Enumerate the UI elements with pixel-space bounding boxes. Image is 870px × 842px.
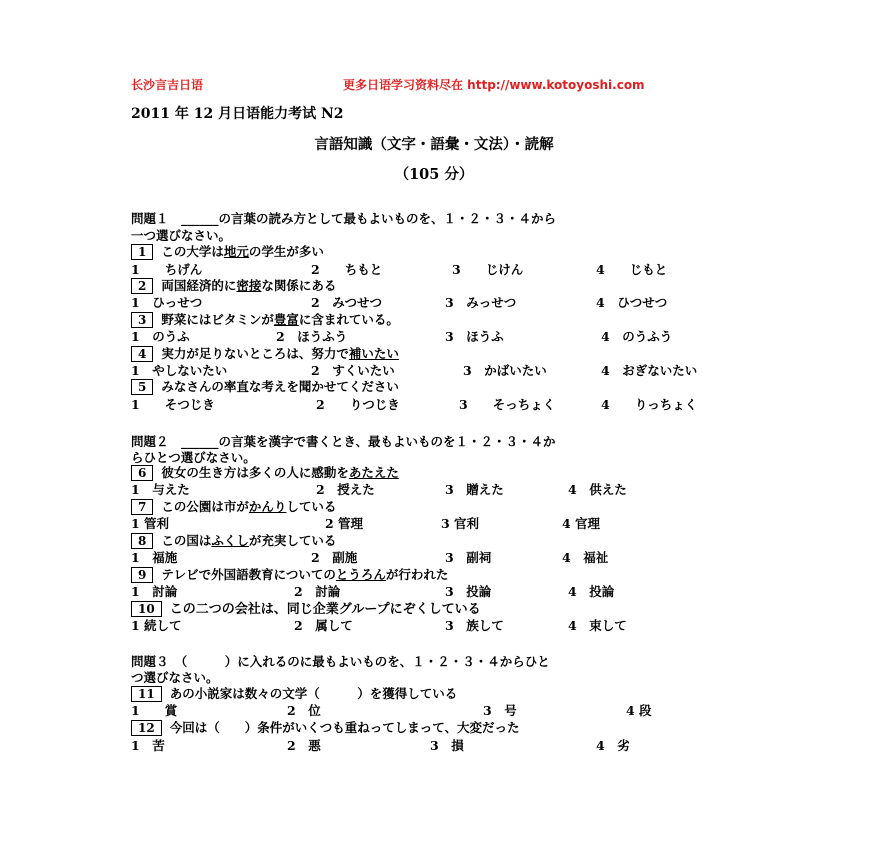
option-4: 4 のうふう	[601, 329, 673, 344]
question-text: 野菜にはビタミンが	[161, 312, 274, 327]
option-4: 4 段	[626, 703, 652, 718]
option-2: 2 副施	[311, 550, 358, 565]
option-2: 2 ちもと	[311, 262, 383, 277]
question-number: 2	[131, 278, 153, 294]
question-7	[131, 497, 336, 515]
option-1: 1 やしないたい	[131, 363, 228, 378]
question-12	[131, 718, 519, 736]
question-number: 8	[131, 533, 153, 549]
option-3: 3 そっちょく	[459, 397, 556, 412]
question-text: この公園は市が	[161, 499, 249, 514]
option-1: 1 苦	[131, 738, 165, 753]
option-1: 1 ちげん	[131, 262, 203, 277]
question-text-end: している	[286, 499, 337, 514]
section-title: 言語知識（文字・語彙・文法）・読解	[314, 136, 554, 153]
question-number: 5	[131, 379, 153, 395]
option-3: 3 官利	[441, 516, 480, 531]
question-number: 1	[131, 244, 153, 260]
option-3: 3 副祠	[445, 550, 492, 565]
underlined-word: 密接	[236, 278, 262, 293]
option-4: 4 福祉	[562, 550, 609, 565]
question-number: 10	[131, 601, 162, 617]
option-4: 4 おぎないたい	[601, 363, 698, 378]
duration: （105 分）	[394, 166, 474, 183]
option-1: 1 ひっせつ	[131, 295, 203, 310]
question-3	[131, 310, 399, 328]
underlined-word: 豊富	[273, 312, 299, 327]
option-1: 1 与えた	[131, 482, 190, 497]
doc-title: 2011 年 12 月日语能力考试 N2	[131, 106, 344, 122]
question-text: みなさんの率直な考えを聞かせてください	[161, 379, 399, 394]
option-3: 3 ほうふ	[445, 329, 504, 344]
option-2: 2 属して	[294, 618, 353, 633]
option-1: 1 続して	[131, 618, 182, 633]
option-2: 2 授えた	[316, 482, 375, 497]
option-2: 2 悪	[287, 738, 321, 753]
question-number: 11	[131, 686, 162, 702]
underlined-word: かんり	[248, 499, 287, 514]
option-4: 4 投論	[568, 584, 615, 599]
option-3: 3 損	[430, 738, 464, 753]
question-text: 彼女の生き方は多くの人に感動を	[161, 465, 349, 480]
question-text: この大学は	[161, 244, 224, 259]
site-link[interactable]: 更多日语学习资料尽在 http://www.kotoyoshi.com	[343, 78, 645, 92]
question-6	[131, 463, 399, 481]
question-text-end: に含まれている。	[298, 312, 399, 327]
option-4: 4 供えた	[568, 482, 627, 497]
option-2: 2 りつじき	[316, 397, 400, 412]
mondai2-instruction: 問題２ ______の言葉を漢字で書くとき、最もよいものを１・２・３・４か	[131, 434, 556, 449]
option-2: 2 ほうふう	[276, 329, 348, 344]
option-3: 3 みっせつ	[445, 295, 517, 310]
question-text-end: の学生が多い	[248, 244, 324, 259]
mondai2-instruction-2: らひとつ選びなさい。	[131, 450, 256, 465]
question-text-end: が行われた	[385, 567, 449, 582]
option-4: 4 ひつせつ	[596, 295, 668, 310]
option-1: 1 管利	[131, 516, 170, 531]
option-3: 3 号	[483, 703, 517, 718]
question-number: 4	[131, 346, 153, 362]
option-2: 2 管理	[325, 516, 364, 531]
question-9	[131, 565, 448, 583]
underlined-word: 地元	[223, 244, 249, 259]
option-4: 4 じもと	[596, 262, 668, 277]
question-text-end: が充実している	[248, 533, 337, 548]
question-text: 両国経済的に	[161, 278, 237, 293]
question-text: この二つの会社は、同じ企業グループにぞくしている	[169, 602, 481, 617]
question-number: 9	[131, 567, 153, 583]
option-2: 2 みつせつ	[311, 295, 382, 310]
option-3: 3 かばいたい	[463, 363, 547, 378]
option-4: 4 官理	[562, 516, 601, 531]
option-2: 2 位	[287, 703, 321, 718]
question-8	[131, 531, 336, 549]
underlined-word: あたえた	[348, 465, 399, 480]
underlined-word: ふくし	[211, 533, 249, 548]
underlined-word: 補いたい	[348, 346, 399, 361]
question-number: 12	[131, 720, 162, 736]
mondai1-instruction-2: 一つ選びなさい。	[131, 228, 232, 243]
option-3: 3 族して	[445, 618, 504, 633]
question-number: 6	[131, 465, 153, 481]
question-2	[131, 276, 336, 294]
option-3: 3 投論	[445, 584, 492, 599]
question-text: あの小説家は数々の文学（ ）を獲得している	[169, 686, 458, 701]
option-4: 4 劣	[596, 738, 630, 753]
question-text: 今回は（ ）条件がいくつも重ねってしまって、大変だった	[169, 720, 520, 735]
option-3: 3 じけん	[452, 262, 524, 277]
option-1: 1 福施	[131, 550, 178, 565]
option-1: 1 賞	[131, 703, 178, 718]
question-text: この国は	[161, 533, 212, 548]
mondai1-instruction: 問題１ ______の言葉の読み方として最もよいものを、１・２・３・４から	[131, 211, 557, 226]
question-5	[131, 377, 399, 395]
option-4: 4 りっちょく	[601, 397, 698, 412]
mondai3-instruction-2: つ選びなさい。	[131, 670, 219, 685]
underlined-word: とうろん	[335, 567, 386, 582]
option-4: 4 束して	[568, 618, 627, 633]
option-3: 3 贈えた	[445, 482, 504, 497]
option-2: 2 討論	[294, 584, 341, 599]
question-11	[131, 684, 457, 702]
question-1	[131, 242, 324, 260]
option-1: 1 そつじき	[131, 397, 215, 412]
question-text: 実力が足りないところは、努力で	[161, 346, 349, 361]
question-number: 7	[131, 499, 153, 515]
option-1: 1 討論	[131, 584, 178, 599]
question-10	[131, 598, 481, 617]
question-number: 3	[131, 312, 153, 328]
option-2: 2 すくいたい	[311, 363, 395, 378]
mondai3-instruction: 問題３ （ ）に入れるのに最もよいものを、１・２・３・４からひと	[131, 654, 550, 669]
site-name-left: 长沙言吉日语	[131, 78, 204, 92]
question-text-end: な関係にある	[261, 278, 337, 293]
question-4	[131, 344, 399, 362]
option-1: 1 のうふ	[131, 329, 190, 344]
question-text: テレビで外国語教育についての	[161, 567, 336, 582]
